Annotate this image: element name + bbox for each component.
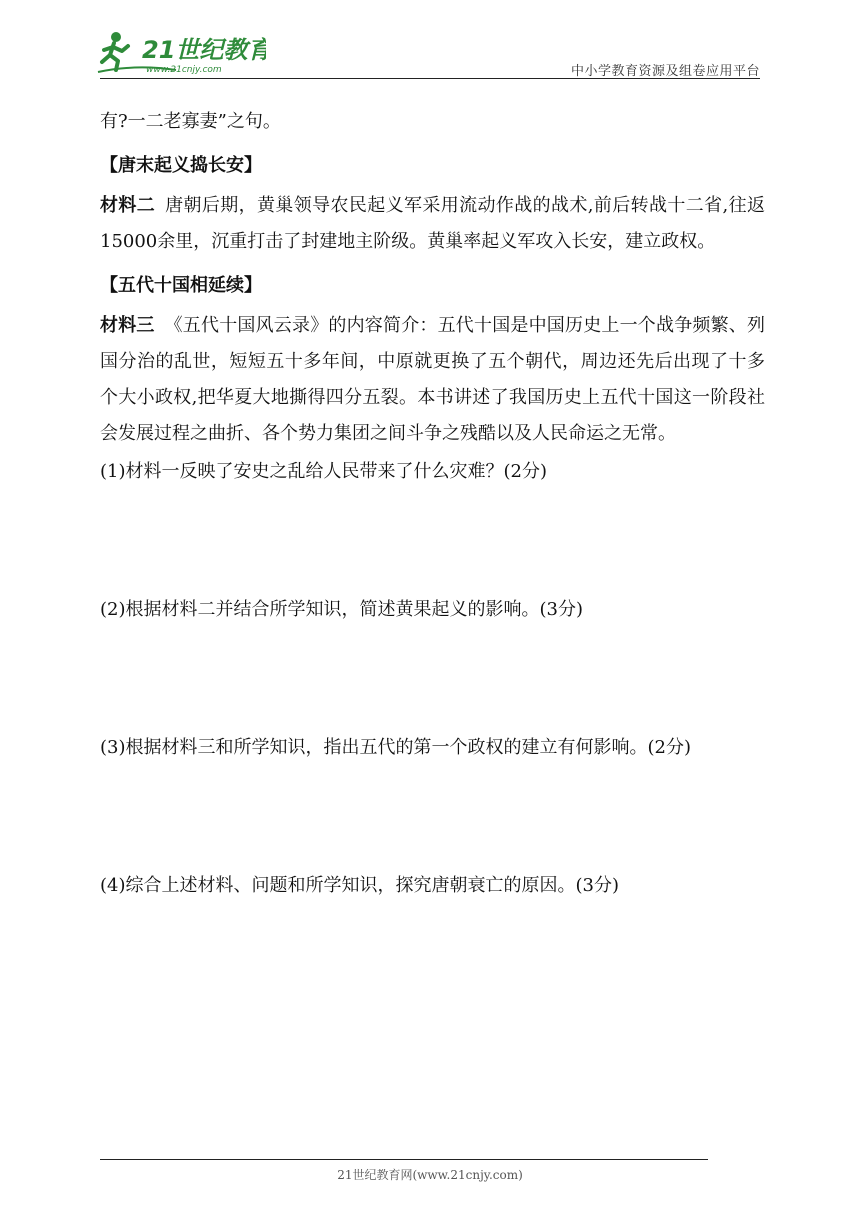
material-two-text: 唐朝后期，黄巢领导农民起义军采用流动作战的战术,前后转战十二省,往返15000余里，沉重打击了封建地主阶级。黄巢率起义军攻入长安，建立政权。	[100, 195, 765, 252]
material-two	[100, 188, 765, 260]
question-3: (3)根据材料三和所学知识，指出五代的第一个政权的建立有何影响。(2分)	[100, 737, 691, 758]
header-divider	[100, 78, 760, 79]
footer-link[interactable]: 21世纪教育网(www.21cnjy.com)	[337, 1168, 523, 1182]
site-logo[interactable]	[96, 28, 266, 76]
material-three-text: 《五代十国风云录》的内容简介：五代十国是中国历史上一个战争频繁、列国分治的乱世，短短五十多年间，中原就更换了五个朝代，周边还先后出现了十多个大小政权,把华夏大地撕得四分五裂。本书讲述了我国历史上五代十国这一阶段社会发展过程之曲折、各个势力集团之间斗争之残酷以及人民命运之无常。	[100, 315, 766, 444]
material-three	[100, 308, 765, 452]
page-header	[0, 0, 860, 80]
logo-title: 21世纪教育	[142, 36, 266, 64]
section-heading-tang-uprising: 【唐末起义捣长安】	[100, 155, 262, 176]
logo-url: www.21cnjy.com	[146, 65, 222, 75]
material-one-tail: 有?一二老寡妻”之句。	[100, 111, 281, 132]
answer-space-3[interactable]	[100, 766, 765, 866]
runner-logo-icon	[96, 28, 266, 76]
answer-space-1[interactable]	[100, 490, 765, 590]
question-4: (4)综合上述材料、问题和所学知识，探究唐朝衰亡的原因。(3分)	[100, 875, 619, 896]
material-two-label: 材料二	[100, 195, 156, 216]
header-tagline: 中小学教育资源及组卷应用平台	[570, 64, 760, 79]
document-body	[100, 104, 765, 904]
section-heading-five-dynasties: 【五代十国相延续】	[100, 275, 262, 296]
material-three-label: 材料三	[100, 315, 155, 336]
answer-space-2[interactable]	[100, 628, 765, 728]
question-2: (2)根据材料二并结合所学知识，简述黄果起义的影响。(3分)	[100, 599, 583, 620]
question-1: (1)材料一反映了安史之乱给人民带来了什么灾难？(2分)	[100, 461, 547, 482]
footer-divider	[100, 1159, 708, 1160]
